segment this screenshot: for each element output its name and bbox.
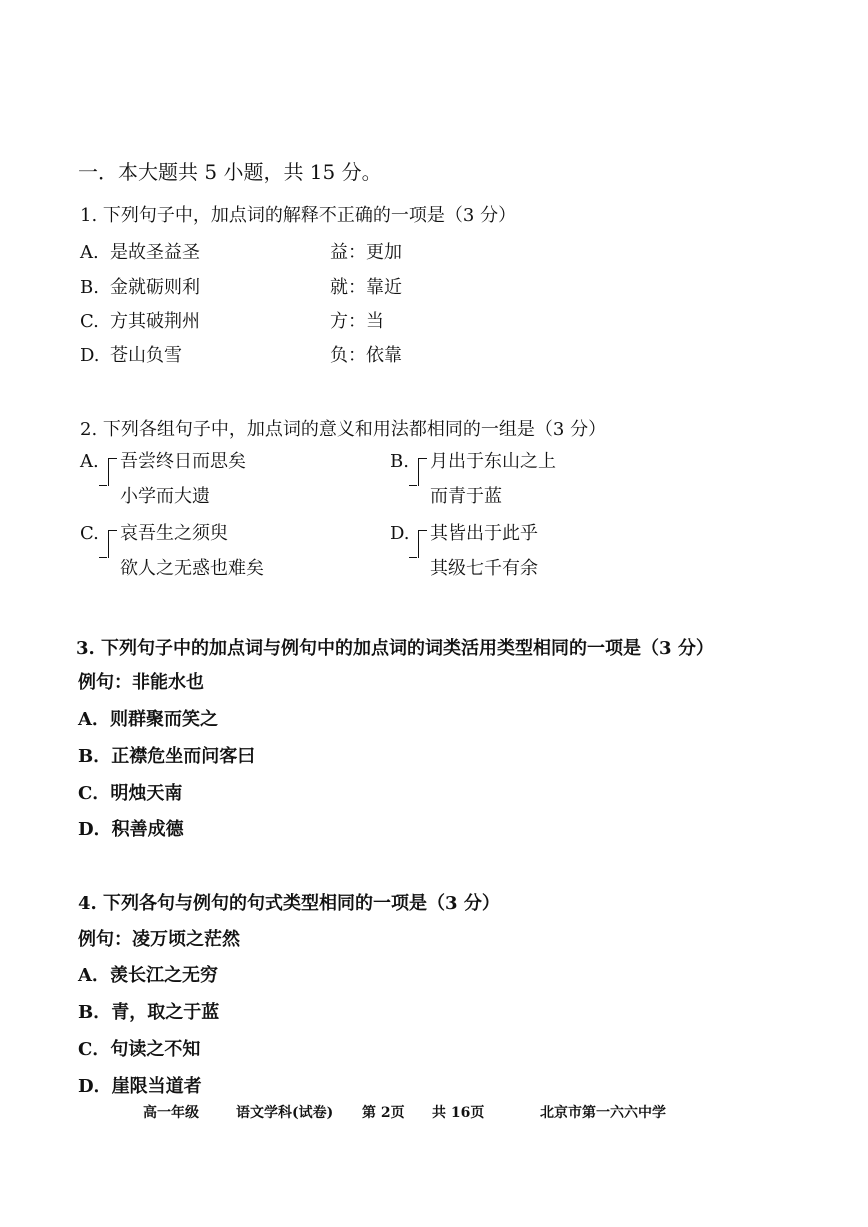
section-title: 一．本大题共 5 小题，共 15 分。 <box>78 160 382 184</box>
footer-subject: 语文学科(试卷) <box>236 1105 334 1121</box>
q3-option-c: C．明烛天南 <box>78 783 183 804</box>
q2-group-c-label: C. <box>80 523 99 544</box>
q2-group-c-line1: 哀吾生之须臾 <box>120 523 228 544</box>
q1-option-a-gloss: 益：更加 <box>330 242 402 263</box>
q2-group-d-label: D. <box>390 523 410 544</box>
q1-option-d-text: 苍山负雪 <box>110 345 182 366</box>
q1-option-c-label: C. <box>80 311 99 332</box>
footer-page: 第 2页 <box>362 1105 405 1121</box>
q2-group-b-line1: 月出于东山之上 <box>430 451 556 472</box>
q2-group-a-line2: 小学而大遗 <box>120 486 210 507</box>
q1-option-b-label: B. <box>80 277 99 298</box>
q2-group-b-brace <box>418 458 429 486</box>
q1-stem: 1. 下列句子中，加点词的解释不正确的一项是（3 分） <box>80 205 517 226</box>
q4-option-b: B．青，取之于蓝 <box>78 1002 220 1023</box>
q4-option-a: A．羡长江之无穷 <box>78 965 218 986</box>
q1-option-d-label: D. <box>80 345 100 366</box>
q1-option-b-gloss: 就：靠近 <box>330 277 402 298</box>
q4-option-c: C．句读之不知 <box>78 1039 201 1060</box>
q1-option-d-gloss: 负：依靠 <box>330 345 402 366</box>
q4-stem: 4. 下列各句与例句的句式类型相同的一项是（3 分） <box>78 893 500 914</box>
q2-group-a-brace <box>108 458 119 486</box>
q3-example: 例句：非能水也 <box>78 672 204 693</box>
q2-group-c-line2: 欲人之无惑也难矣 <box>120 558 264 579</box>
q2-group-b-label: B. <box>390 451 409 472</box>
q1-option-a-text: 是故圣益圣 <box>110 242 200 263</box>
q1-option-b-text: 金就砺则利 <box>110 277 200 298</box>
q1-option-c-gloss: 方：当 <box>330 311 384 332</box>
q2-stem: 2. 下列各组句子中，加点词的意义和用法都相同的一组是（3 分） <box>80 419 607 440</box>
q3-stem: 3. 下列句子中的加点词与例句中的加点词的词类活用类型相同的一项是（3 分） <box>76 638 714 659</box>
q2-group-d-brace <box>418 530 429 558</box>
q2-group-b-line2: 而青于蓝 <box>430 486 502 507</box>
q3-option-d: D．积善成德 <box>78 819 184 840</box>
q1-option-c-text: 方其破荆州 <box>110 311 200 332</box>
q2-group-a-line1: 吾尝终日而思矣 <box>120 451 246 472</box>
q3-option-b: B．正襟危坐而问客曰 <box>78 746 256 767</box>
q4-option-d: D．崖限当道者 <box>78 1076 202 1097</box>
footer-total: 共 16页 <box>432 1105 485 1121</box>
q1-option-a-label: A. <box>80 242 99 263</box>
q2-group-d-line1: 其皆出于此乎 <box>430 523 538 544</box>
footer-grade: 高一年级 <box>143 1105 199 1121</box>
q2-group-c-brace <box>108 530 119 558</box>
footer-school: 北京市第一六六中学 <box>540 1105 666 1121</box>
q3-option-a: A．则群聚而笑之 <box>78 709 218 730</box>
q2-group-d-line2: 其级七千有余 <box>430 558 538 579</box>
q2-group-a-label: A. <box>80 451 99 472</box>
q4-example: 例句：凌万顷之茫然 <box>78 929 240 950</box>
